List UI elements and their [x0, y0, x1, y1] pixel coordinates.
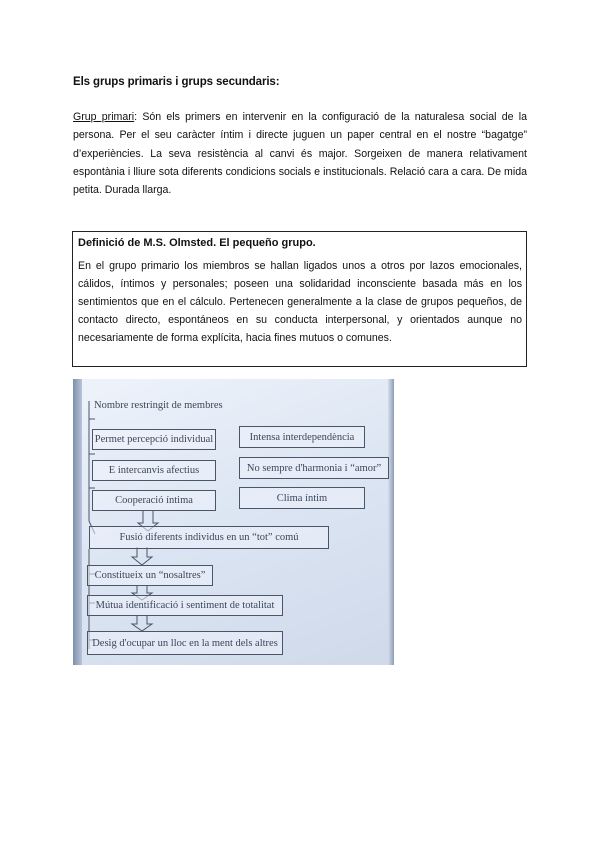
- diagram-right-box-2: No sempre d'harmonia i “amor”: [239, 457, 389, 479]
- primary-group-term: Grup primari: [73, 111, 135, 123]
- diagram-right-box-3: Clima íntim: [239, 487, 365, 509]
- diagram-header: Nombre restringit de membres: [94, 400, 223, 411]
- diagram-connectors: [73, 379, 394, 665]
- primary-group-paragraph: [73, 108, 527, 199]
- diagram-photo: [73, 379, 394, 665]
- primary-group-text: : Són els primers en intervenir en la configuració de la naturalesa social de la persona. Per el seu caràcter íntim i directe juguen un paper central en el nostre “bagatge” d’experiències. La seva resistència al canvi és major. Sorgeixen de manera relativament espontània i lliure sota diferents condicions socials e institucionals. Relació cara a cara. De mida petita. Durada llarga.: [73, 111, 527, 197]
- diagram-chain-box-4: Desig d'ocupar un lloc en la ment dels altres: [87, 631, 283, 655]
- diagram-chain-box-1: Fusió diferents individus en un “tot” comú: [89, 526, 329, 549]
- diagram-left-box-1: Permet percepció individual: [92, 429, 216, 450]
- diagram-right-box-1: Intensa interdependència: [239, 426, 365, 448]
- diagram-chain-box-3: Mútua identificació i sentiment de totalitat: [87, 595, 283, 616]
- arrow-to-nosaltres: [132, 547, 152, 565]
- page-title: Els grups primaris i grups secundaris:: [73, 76, 280, 88]
- diagram-left-box-2: E intercanvis afectius: [92, 460, 216, 481]
- definition-text: En el grupo primario los miembros se hallan ligados unos a otros por lazos emocionales, cálidos, íntimos y personales; poseen una solidaridad inconsciente basada más en los sentimientos que en el cálculo. Pertenecen generalmente a la clase de grupos pequeños, de contacto directo, espontáneos en su conducta interpersonal, y orientados aunque no necesariamente de forma explícita, hacia fines mutuos o comunes.: [78, 260, 522, 344]
- definition-box: [72, 231, 527, 367]
- definition-title: Definició de M.S. Olmsted. El pequeño grupo.: [78, 237, 316, 249]
- arrow-to-desig: [132, 615, 152, 631]
- diagram-left-box-3: Cooperació íntima: [92, 490, 216, 511]
- diagram-chain-box-2: Constitueix un “nosaltres”: [87, 565, 213, 586]
